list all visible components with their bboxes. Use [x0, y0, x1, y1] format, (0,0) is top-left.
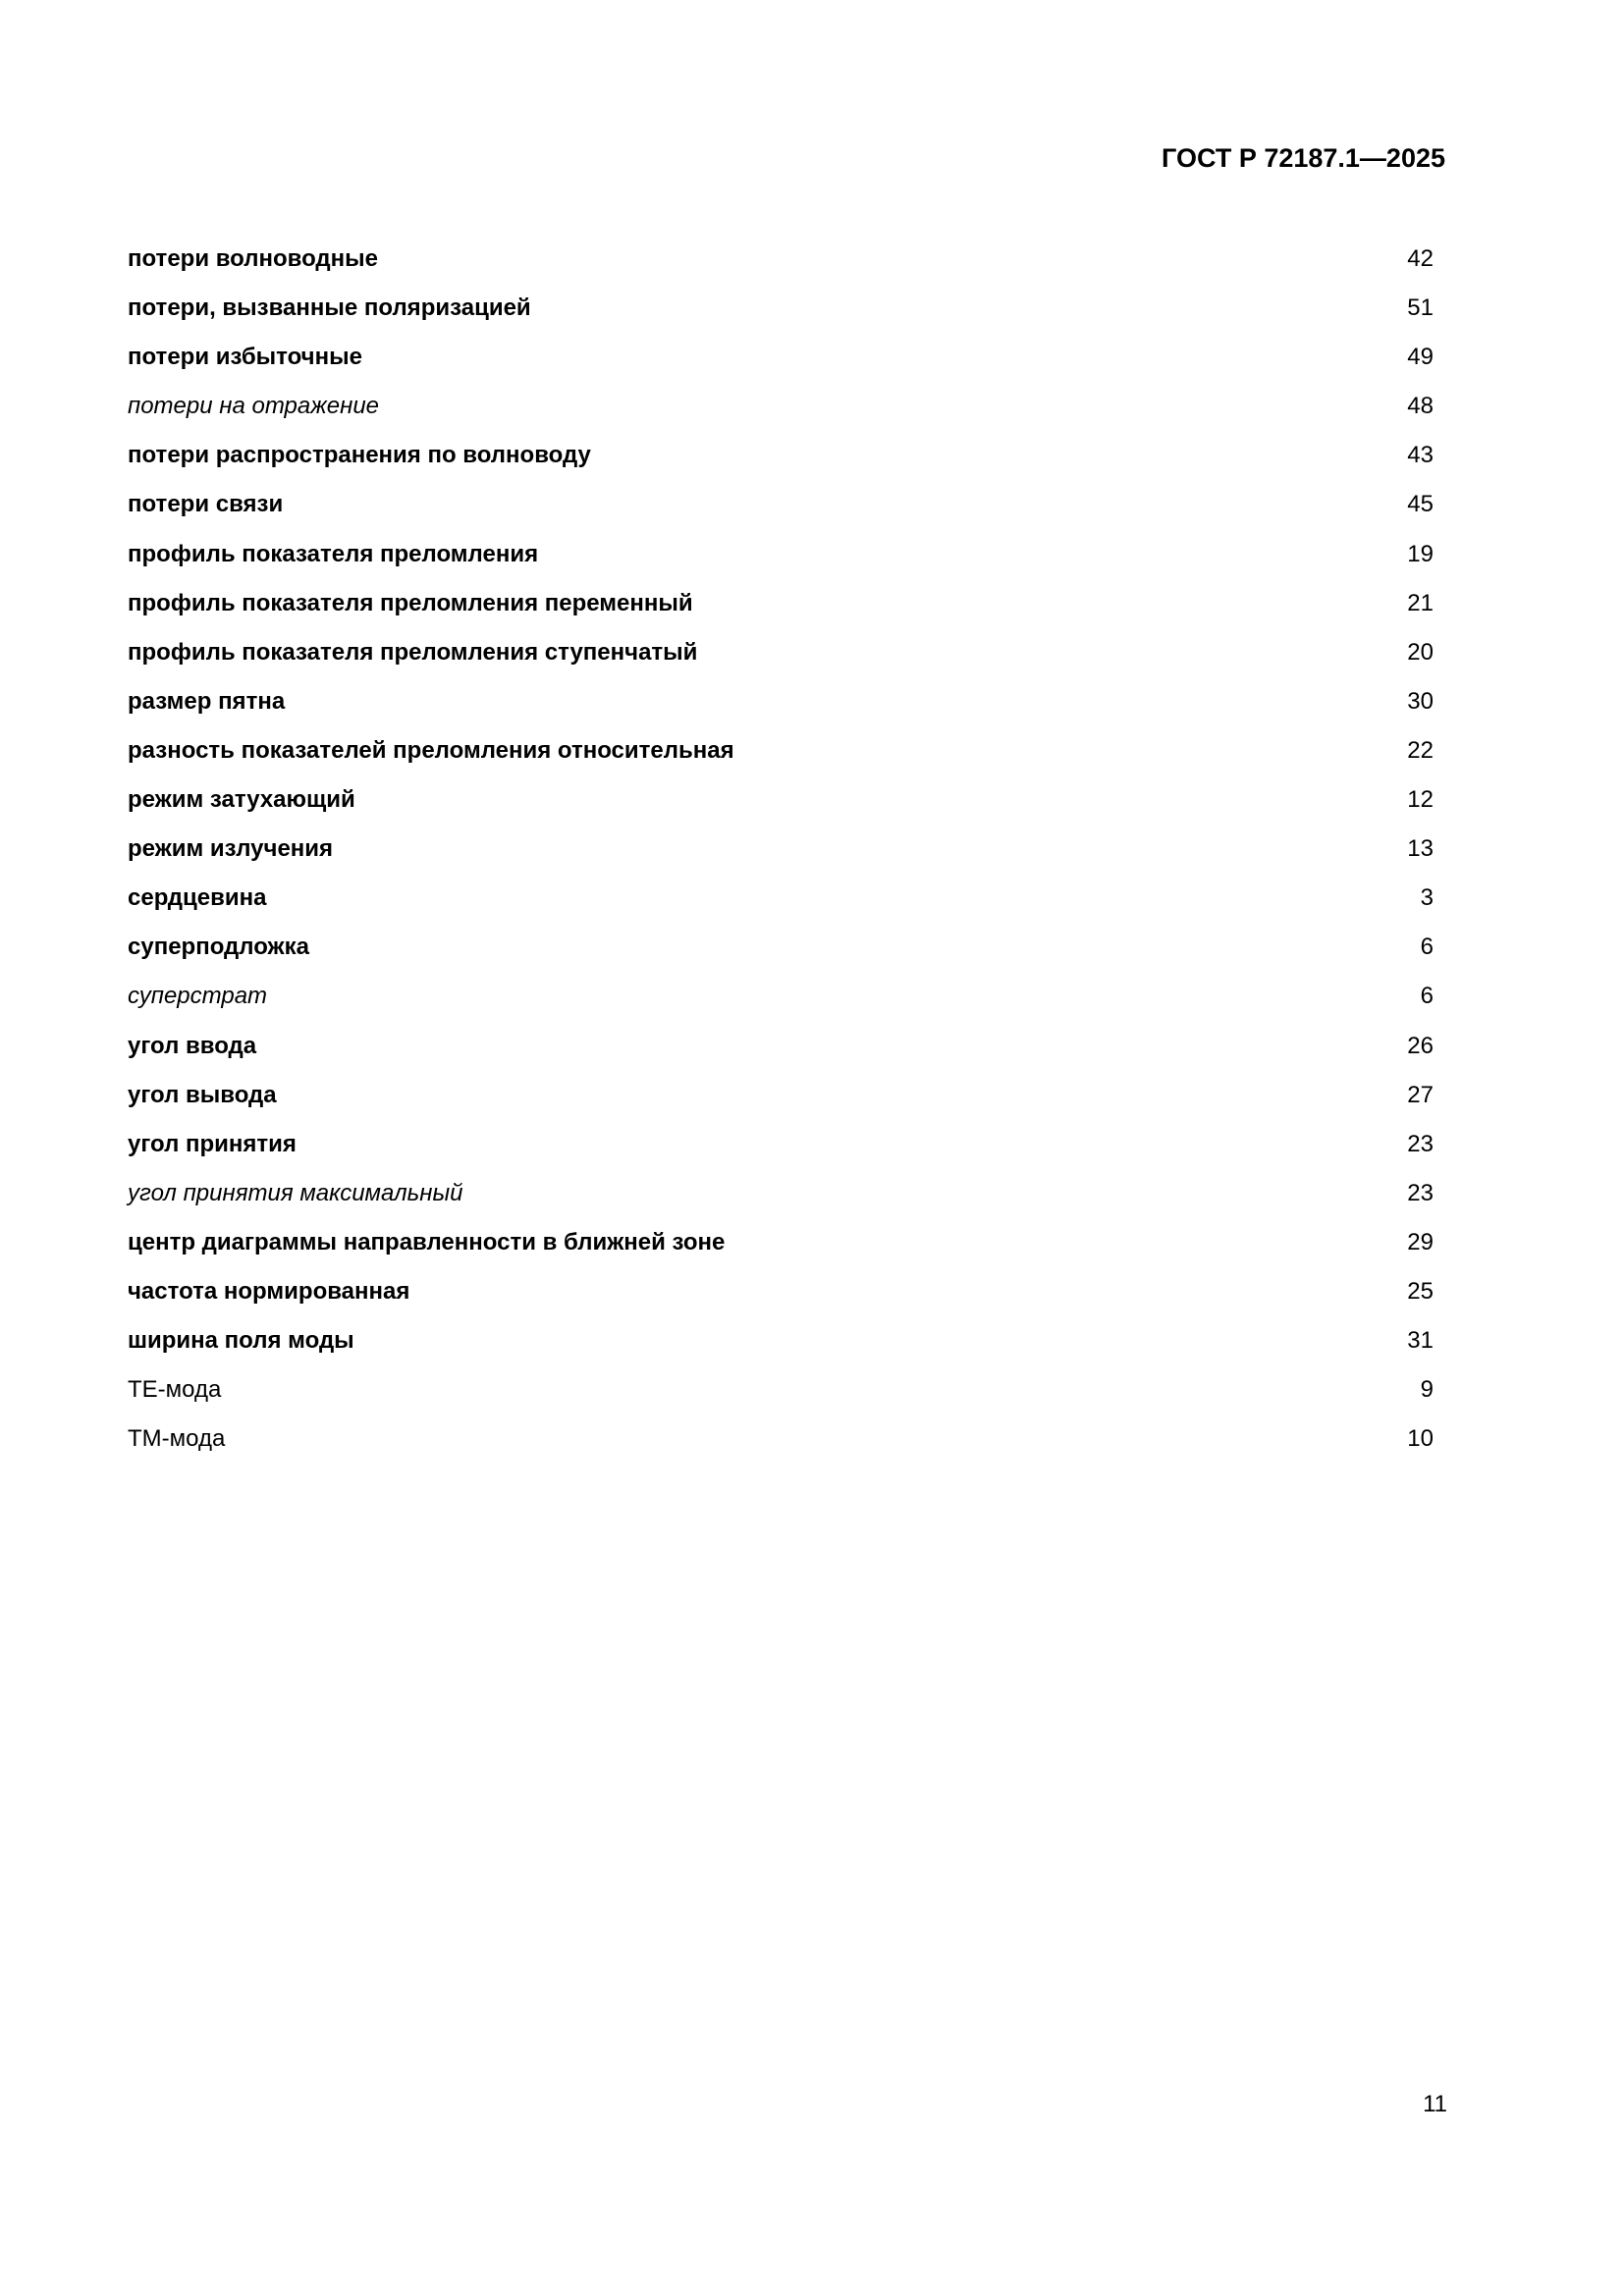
index-entry: [128, 1081, 1434, 1130]
index-entry: [128, 982, 1434, 1031]
index-page-ref: 45: [1407, 491, 1434, 518]
index-entry: [128, 1032, 1434, 1081]
index-page-ref: 21: [1407, 589, 1434, 616]
index-page-ref: 23: [1407, 1130, 1434, 1157]
index-page-ref: 42: [1407, 245, 1434, 272]
index-entry: [128, 834, 1434, 883]
index-entry: [128, 1326, 1434, 1375]
index-term: профиль показателя преломления: [128, 540, 539, 567]
index-page-ref: 43: [1407, 442, 1434, 469]
index-term: суперстрат: [128, 983, 268, 1010]
index-page-ref: 6: [1420, 934, 1434, 961]
index-page-ref: 6: [1420, 983, 1434, 1010]
index-entry: [128, 1228, 1434, 1277]
index-entry: [128, 589, 1434, 638]
index-page-ref: 51: [1407, 294, 1434, 322]
index-entry: [128, 244, 1434, 294]
index-term: режим излучения: [128, 835, 334, 863]
index-term: размер пятна: [128, 687, 286, 715]
index-page-ref: 30: [1407, 687, 1434, 715]
index-page-ref: 27: [1407, 1081, 1434, 1108]
index-term: профиль показателя преломления переменный: [128, 589, 693, 616]
index-entry: [128, 785, 1434, 834]
index-term: профиль показателя преломления ступенчатый: [128, 638, 698, 666]
index-entry: [128, 441, 1434, 490]
index-term: разность показателей преломления относительная: [128, 736, 734, 764]
index-page-ref: 19: [1407, 540, 1434, 567]
index-page-ref: 26: [1407, 1032, 1434, 1059]
index-entry: [128, 1179, 1434, 1228]
index-term: угол ввода: [128, 1032, 257, 1059]
index-entry: [128, 490, 1434, 539]
alphabetical-term-index: [128, 244, 1434, 1473]
index-entry: [128, 736, 1434, 785]
index-term: угол вывода: [128, 1081, 277, 1108]
index-page-ref: 48: [1407, 393, 1434, 420]
index-entry: [128, 638, 1434, 687]
index-page-ref: 31: [1407, 1327, 1434, 1355]
document-code-header: ГОСТ Р 72187.1—2025: [1162, 143, 1445, 173]
index-term: потери на отражение: [128, 393, 380, 420]
index-entry: [128, 687, 1434, 736]
index-term: потери распространения по волноводу: [128, 442, 591, 469]
index-page-ref: 13: [1407, 835, 1434, 863]
index-entry: [128, 933, 1434, 982]
index-page-ref: 22: [1407, 736, 1434, 764]
page-number: 11: [1423, 2091, 1447, 2117]
index-term: сердцевина: [128, 884, 267, 912]
index-page-ref: 20: [1407, 638, 1434, 666]
index-entry: [128, 883, 1434, 933]
index-term: потери связи: [128, 491, 284, 518]
index-term: угол принятия максимальный: [128, 1179, 463, 1206]
index-entry: [128, 294, 1434, 343]
index-term: центр диаграммы направленности в ближней зоне: [128, 1228, 726, 1255]
index-entry: [128, 343, 1434, 392]
index-page-ref: 10: [1407, 1425, 1434, 1453]
index-entry: [128, 1130, 1434, 1179]
index-term: ТЕ-мода: [128, 1376, 222, 1404]
index-term: частота нормированная: [128, 1277, 410, 1305]
index-page-ref: 3: [1420, 884, 1434, 912]
index-page-ref: 9: [1420, 1376, 1434, 1404]
index-entry: [128, 1277, 1434, 1326]
index-term: потери избыточные: [128, 344, 362, 371]
index-page-ref: 29: [1407, 1228, 1434, 1255]
index-term: ТМ-мода: [128, 1425, 226, 1453]
index-entry: [128, 392, 1434, 441]
index-page-ref: 25: [1407, 1277, 1434, 1305]
index-entry: [128, 540, 1434, 589]
index-entry: [128, 1424, 1434, 1473]
index-term: угол принятия: [128, 1130, 297, 1157]
index-page-ref: 12: [1407, 786, 1434, 814]
index-page-ref: 49: [1407, 344, 1434, 371]
index-term: режим затухающий: [128, 786, 355, 814]
index-term: потери, вызванные поляризацией: [128, 294, 531, 322]
index-page-ref: 23: [1407, 1179, 1434, 1206]
index-term: суперподложка: [128, 934, 309, 961]
index-term: потери волноводные: [128, 245, 378, 272]
index-entry: [128, 1375, 1434, 1424]
index-term: ширина поля моды: [128, 1327, 354, 1355]
